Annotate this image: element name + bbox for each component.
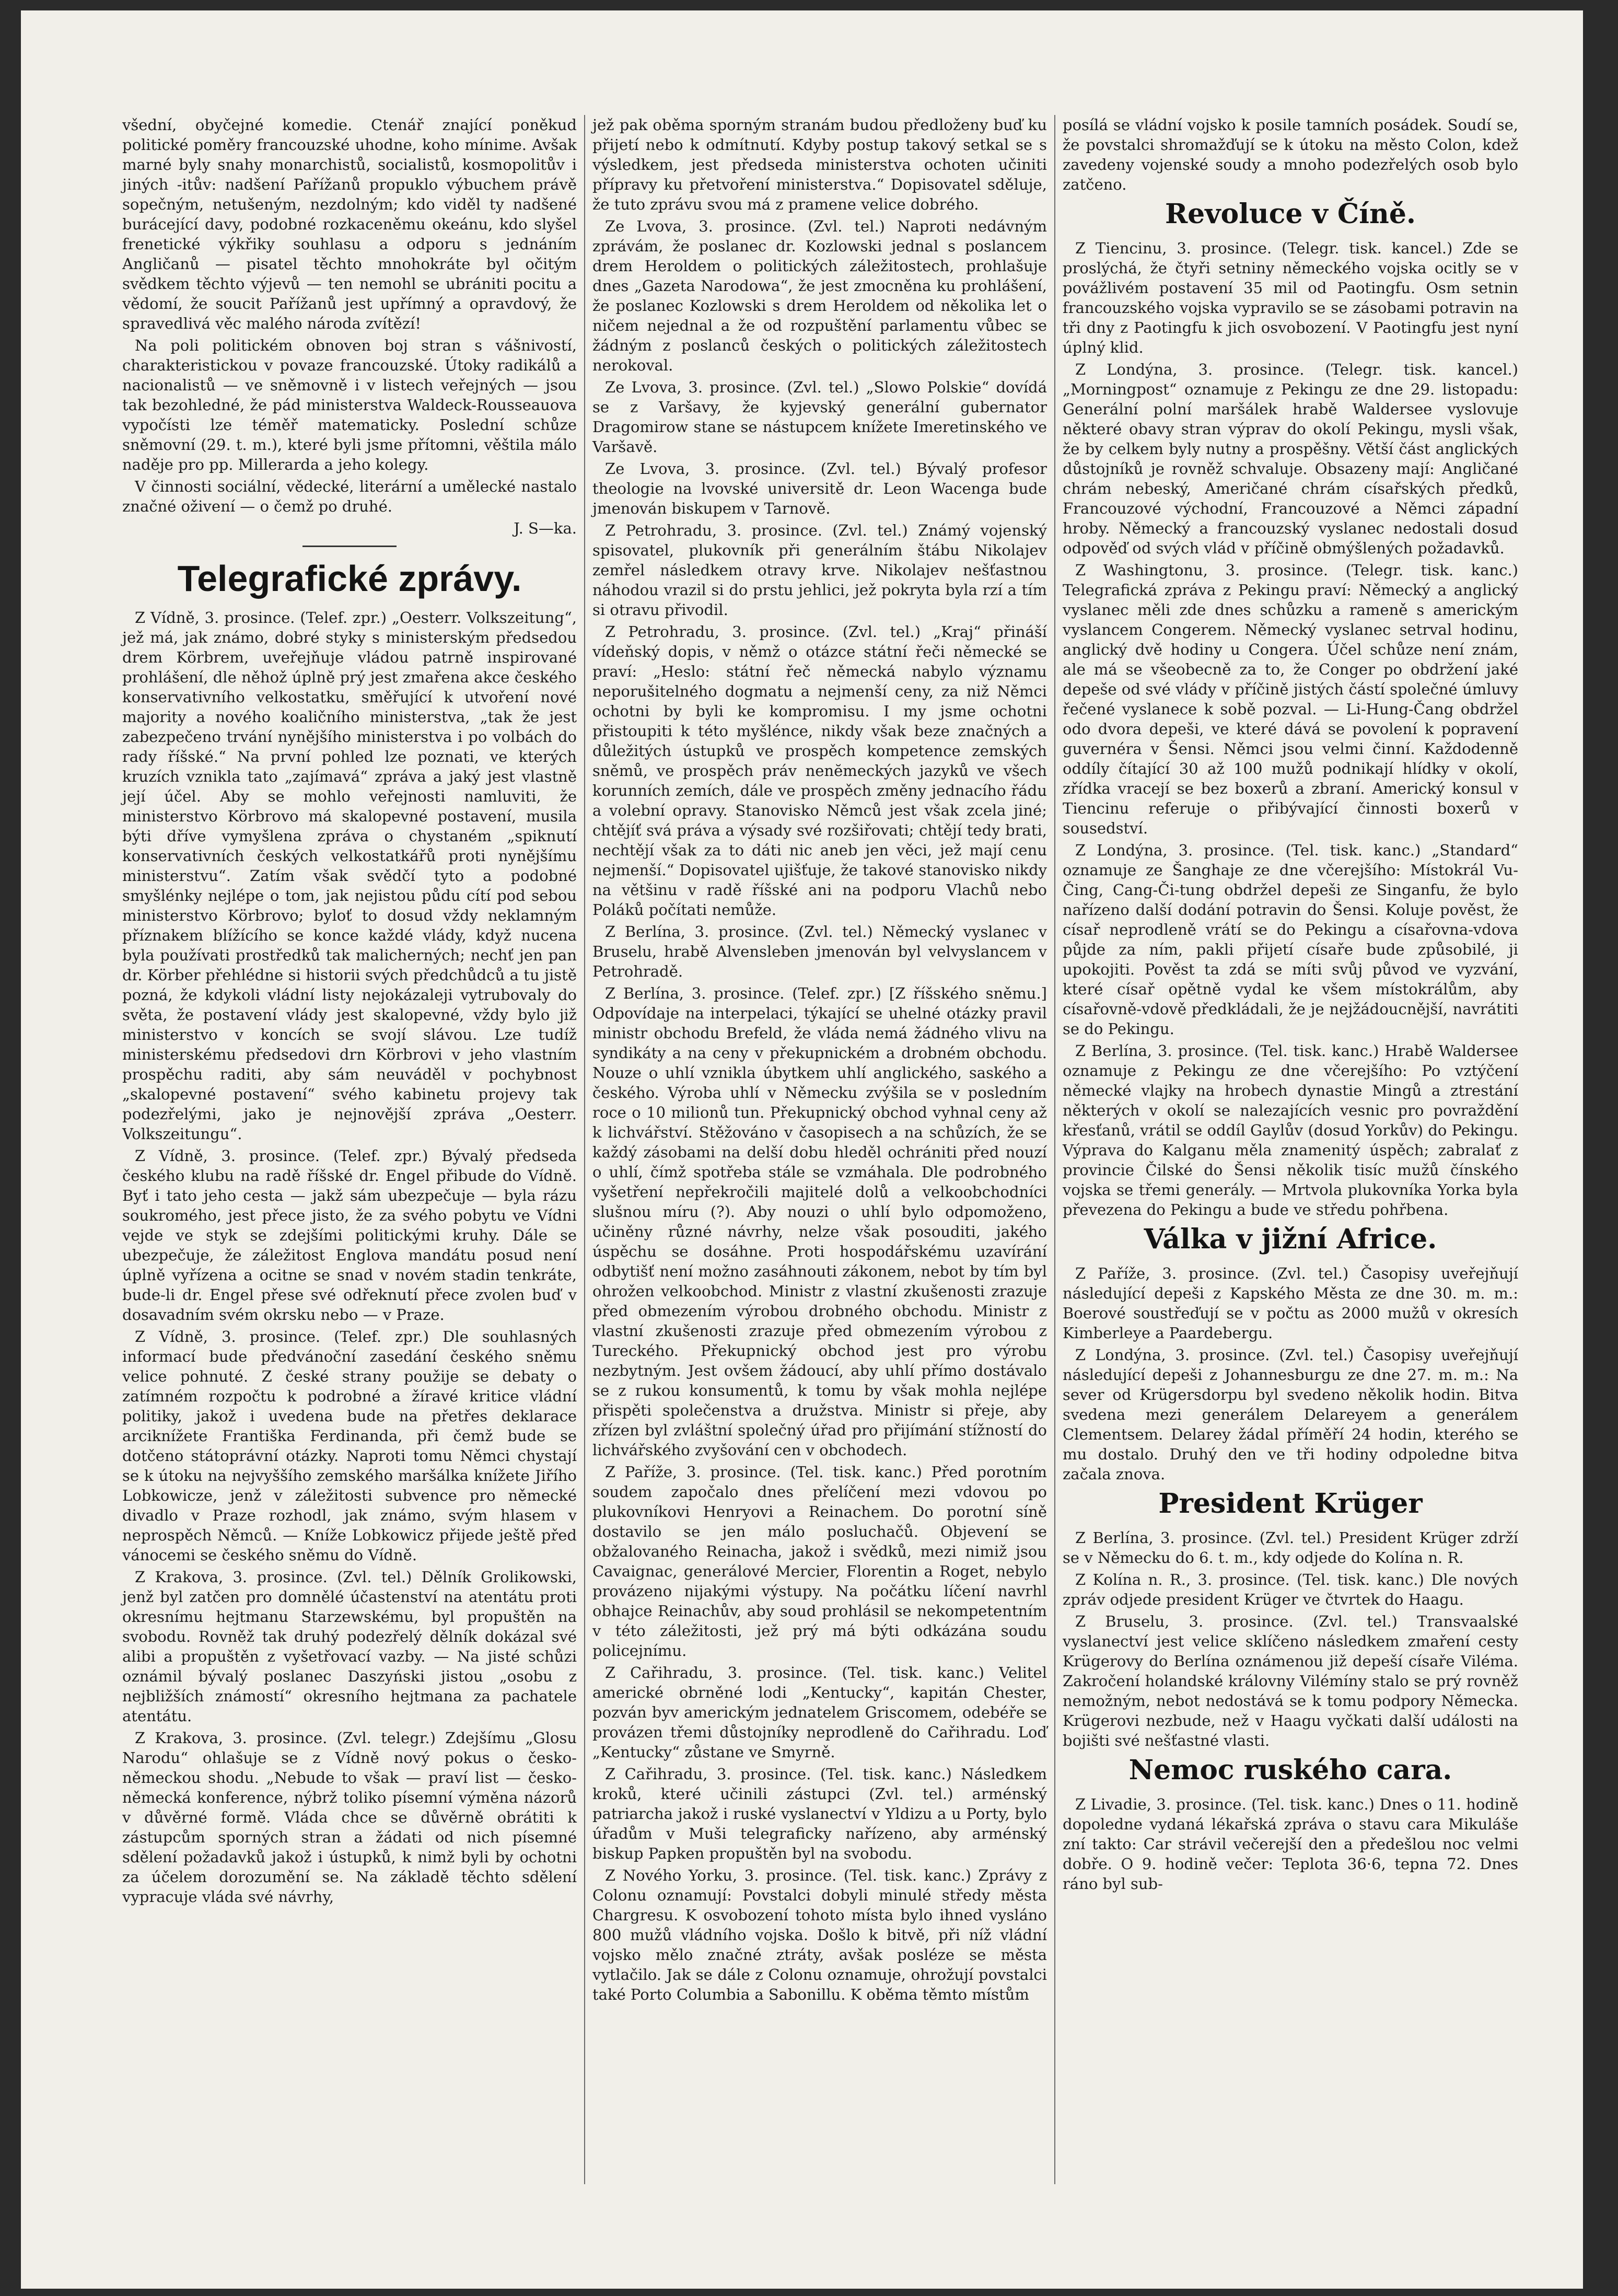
section-heading-tsar: Nemoc ruského cara. [1128, 1754, 1452, 1786]
telegram-item: Z Krakova, 3. prosince. (Zvl. tel.) Dělník Grolikowski, jenž byl zatčen pro domnělé účastenství na atentátu proti okresnímu hejtmanu Starzewskému, byl propuštěn na svobodu. Rovněž tak druhý podezřelý dělník dokázal své alibi a propuštěn z vyšetřovací vazby. — Na jisté schůzi oznámil bývalý poslanec Daszyński jistou „osobu z nejbližších známostí“ okresního hejtmana za pachatele atentátu. [122, 1568, 577, 1725]
telegram-item: jež pak oběma sporným stranám budou předloženy buď ku přijetí nebo k odmítnutí. Kdyby postup takový setkal se s výsledkem, jest předseda ministerstva ochoten učiniti přípravy ku přetvoření ministerstva.“ Dopisovatel sděluje, že tuto zprávu svou má z pramene velice dobrého. [592, 116, 1047, 213]
article-paragraph: všední, obyčejné komedie. Ctenář znající poněkud politické poměry francouzské uhodne, koho mínime. Avšak marné byly snahy monarchistů, socialistů, kosmopolitův i jiných -itův: nadšení Pařížanů propuklo výbuchem právě sopečným, netušeným, nezdolným; kdo viděl ty nadšené burácející davy, podobné rozkaceněmu okeánu, kdo slyšel frenetické výkřiky souhlasu a odporu s jednáním Angličanů — pisatel těchto mnohokráte byl očitým svědkem těchto výjevů — ten nemohl se ubrániti pocitu a vědomí, že soucit Pařížanů jest upřímný a opravdový, že spravedlivá věc malého národa zvítězí! [122, 116, 577, 332]
section-heading-china: Revoluce v Číně. [1165, 198, 1416, 230]
telegram-item: Z Cařihradu, 3. prosince. (Tel. tisk. kanc.) Následkem kroků, které učinili zástupci (Zvl. tel.) arménský patriarcha jakož i ruské vyslanectví v Yldizu a u Porty, bylo úřadům v Muši telegraficky nařízeno, aby arménský biskup Papken propuštěn byl na svobodu. [592, 1765, 1047, 1862]
article-paragraph: Na poli politickém obnoven boj stran s vášnivostí, charakteristickou v povaze francouzské. Útoky radikálů a nacionalistů — ve sněmovně i v listech veřejných — jsou tak bezohledné, že pád ministerstva Waldeck-Rousseauova vypočísti lze téměř matematicky. Poslední schůze sněmovní (29. t. m.), které byli jsme přítomni, věštila málo naděje pro pp. Millerarda a jeho kolegy. [122, 337, 577, 473]
telegram-item: Z Berlína, 3. prosince. (Zvl. tel.) President Krüger zdrží se v Německu do 6. t. m., kdy odjede do Kolína n. R. [1063, 1529, 1518, 1567]
telegram-item: Ze Lvova, 3. prosince. (Zvl. tel.) Bývalý profesor theologie na lvovské universitě dr. Leon Wacenga bude jmenován biskupem v Tarnově. [592, 460, 1047, 517]
section-heading-africa: Válka v jižní Africe. [1144, 1223, 1437, 1255]
telegram-item: Z Berlína, 3. prosince. (Zvl. tel.) Německý vyslanec v Bruselu, hrabě Alvensleben jmenován byl velvyslancem v Petrohradě. [592, 923, 1047, 980]
telegram-item: Z Tiencinu, 3. prosince. (Telegr. tisk. kancel.) Zde se proslýchá, že čtyři setniny německého vojska ocitly se v povážlivém postavení 35 mil od Paotingfu. Osm setnin francouzského vojska vypravilo se se zásobami potravin na tři dny z Paotingfu k jich osvobození. V Paotingfu jest nyní úplný klid. [1063, 239, 1518, 356]
telegram-item: posílá se vládní vojsko k posile tamních posádek. Soudí se, že povstalci shromažďují se k útoku na město Colon, kdež zavedeny vojenské soudy a mnoho podezřelých osob bylo zatčeno. [1063, 116, 1518, 193]
author-signature: J. S—ka. [514, 519, 577, 537]
telegram-item: Z Cařihradu, 3. prosince. (Tel. tisk. kanc.) Velitel americké obrněné lodi „Kentucky“, kapitán Chester, pozván byv americkým jednatelem Griscomem, odebéře se provázen třemi důstojníky neprodleně do Cařihradu. Loď „Kentucky“ zůstane ve Smyrně. [592, 1664, 1047, 1761]
newspaper-page [21, 10, 1583, 2289]
telegram-item: Z Kolína n. R., 3. prosince. (Tel. tisk. kanc.) Dle nových zpráv odjede president Krüger ve čtvrtek do Haagu. [1063, 1571, 1518, 1608]
column-middle [585, 115, 1055, 2184]
telegram-item: Z Londýna, 3. prosince. (Zvl. tel.) Časopisy uveřejňují následující depeši z Johannesburgu ze dne 27. m. m.: Na sever od Krügersdorpu byl svedeno několik hodin. Bitva svedena mezi generálem Delareyem a generálem Clementsem. Delarey žádal příměří 24 hodin, kterého se mu dostalo. Druhý den ve tři hodiny odpoledne bitva začala znova. [1063, 1346, 1518, 1483]
telegram-item: Z Washingtonu, 3. prosince. (Telegr. tisk. kanc.) Telegrafická zpráva z Pekingu praví: Německý a anglický vyslanec měli zde dnes schůzku a rameně s americkým vyslancem Congerem. Německý vyslanec setrval hodinu, anglický dvě hodiny u Congera. Účel schůze není znám, ale má se všeobecně za to, že Conger po obdržení jaké depeše od své vlády v příčině jistých částí společné úmluvy řečené vyslanece k sobě pozval. — Li-Hung-Čang obdržel odo dvora depeši, ve které dává se povolení k popravení guvernéra v Šensi. Němci jsou velmi činní. Každodenně oddíly čítající 30 až 100 mužů podnikají hlídky v okolí, zřídka vracejí se bez boxerů a zbraní. Americký konsul v Tiencinu referuje o přibývající činnosti boxerů v sousedství. [1063, 561, 1518, 837]
telegram-item: Z Paříže, 3. prosince. (Zvl. tel.) Časopisy uveřejňují následující depeši z Kapského Města ze dne 30. m. m.: Boerové soustřeďují se v počtu as 2000 mužů v okresích Kimberleye a Paardebergu. [1063, 1265, 1518, 1342]
telegram-item: Z Vídně, 3. prosince. (Telef. zpr.) Bývalý předseda českého klubu na radě říšské dr. Engel přibude do Vídně. Byť i tato jeho cesta — jakž sám ubezpečuje — byla rázu soukromého, jest přece jisto, že za svého pobytu ve Vídni vejde ve styk se zdejšími politickými kruhy. Dále se ubezpečuje, že záležitost Englova mandátu posud není úplně vyřízena a ocitne se snad v novém stadin tenkráte, bude-li dr. Engel přese své odřeknutí přece zvolen buď v dosavadním svém okrsku nebo — v Praze. [122, 1147, 577, 1324]
section-heading-kruger: President Krüger [1158, 1488, 1423, 1520]
telegram-item: Ze Lvova, 3. prosince. (Zvl. tel.) Naproti nedávným zprávám, že poslanec dr. Kozlowski jednal s poslancem drem Heroldem o politických záležitostech, prohlašuje dnes „Gazeta Narodowa“, že jest zmocněna ku prohlášení, že poslanec Kozlowski s drem Heroldem od několika let o ničem nejednal a že od rozpuštění parlamentu vůbec se žádným z poslanců českých o politických záležitostech nerokoval. [592, 217, 1047, 374]
telegram-item: Ze Lvova, 3. prosince. (Zvl. tel.) „Slowo Polskie“ dovídá se z Varšavy, že kyjevský generální gubernator Dragomirow stane se nástupcem knížete Imeretinského ve Varšavě. [592, 378, 1047, 456]
telegram-item: Z Bruselu, 3. prosince. (Zvl. tel.) Transvaalské vyslanectví jest velice sklíčeno následkem zmaření cesty Krügerovy do Berlína oznámenou již depeší císaře Viléma. Zakročení holandské královny Vilémíny stalo se prý rovněž nemožným, nebot nedostává se k tomu podpory Německa. Krügerovi nezbude, než v Haagu vyčkati další události na bojišti své nešťastné vlasti. [1063, 1613, 1518, 1749]
telegram-item: Z Berlína, 3. prosince. (Tel. tisk. kanc.) Hrabě Waldersee oznamuje z Pekingu ze dne včerejšího: Po vztýčení německé vlajky na hrobech dynastie Mingů a ztrestání některých v okolí se nalezajících vesnic pro povraždění křesťanů, vrátil se oddíl Gaylův (dosud Yorkův) do Pekingu. Výprava do Kalganu měla znamenitý úspěch; zabralať z provincie Čilské do Šensi několik tisíc mužů čínského vojska se třemi generály. — Mrtvola plukovníka Yorka byla převezena do Pekingu a bude ve středu pohřbena. [1063, 1042, 1518, 1219]
telegram-item: Z Nového Yorku, 3. prosince. (Tel. tisk. kanc.) Zprávy z Colonu oznamují: Povstalci dobyli minulé středy města Chargresu. K osvobození tohoto místa bylo ihned vysláno 800 mužů vládního vojska. Došlo k bitvě, při níž vládní vojsko mělo značné ztráty, avšak posléze se města vytlačilo. Jak se dále z Colonu oznamuje, ohrožují povstalci také Porto Columbia a Sabonillu. K oběma těmto místům [592, 1866, 1047, 2003]
telegram-item: Z Livadie, 3. prosince. (Tel. tisk. kanc.) Dnes o 11. hodině dopoledne vydaná lékařská zpráva o stavu cara Mikuláše zní takto: Car strávil večerejší den a předešlou noc velmi dobře. O 9. hodině večer: Teplotа 36·6, tepna 72. Dnes ráno byl sub- [1063, 1795, 1518, 1893]
article-paragraph: V činnosti sociální, vědecké, literární a umělecké nastalo značné oživení — o čemž po druhé. [122, 478, 577, 515]
telegram-item: Z Londýna, 3. prosince. (Telegr. tisk. kancel.) „Morningpost“ oznamuje z Pekingu ze dne 29. listopadu: Generální polní maršálek hrabě Waldersee vyslovuje některé obavy stran výprav do okolí Pekingu, mysli však, že by celkem byly nutny a prospěšny. Větší část anglických důstojníků je rovněž schvaluje. Obsazeny mají: Angličané chrám nebeský, Američané chrám císařských předků, Francouzové východní, Francouzové a Němci západní hroby. Německý a francouzský vyslanec nedostali dosud odpověď od svých vlád v příčině obmýšlených požadavků. [1063, 361, 1518, 557]
telegram-item: Z Petrohradu, 3. prosince. (Zvl. tel.) Známý vojenský spisovatel, plukovník při generálním štábu Nikolajev zemřel následkem otravy krve. Nikolajev nešťastnou náhodou vrazil si do prstu jehlici, jež pokryta byla rzí a tím si otravu přivodil. [592, 521, 1047, 619]
telegram-item: Z Berlína, 3. prosince. (Telef. zpr.) [Z říšského sněmu.] Odpovídaje na interpelaci, týkající se uhelné otázky pravil ministr obchodu Brefeld, že vláda nemá žádného vlivu na syndikáty a na ceny v překupnickém a drobném obchodu. Nouze o uhlí vznikla úbytkem uhlí anglického, saského a českého. Výroba uhlí v Německu zvýšila se v posledním roce o 10 milionů tun. Překupnický obchod vyhnal ceny až k lichvářství. Stěžováno v časopisech a na schůzích, že se každý zásobami na delší dobu hleděl ochrániti před nouzí o uhlí, čímž spotřeba stále se vzmáhala. Dle podrobného vyšetření nepřekročili majitelé dolů a velkoobchodníci slušnou míru (?). Aby nouzi o uhlí bylo odpomoženo, učiněny různé návrhy, nelze však posouditi, jakého úspěchu se dosáhne. Proti hospodářskému uzavírání odbytišť není možno zasáhnouti zákonem, nebot by tím byl ohrožen velkoobchod. Ministr z vlastní zkušenosti zrazuje před obmezením výrobou drobného obchodu. Ministr z vlastní zkušenosti zrazuje před obmezením výrobou z Tureckého. Překupnický obchod jest pro výrobu nezbytným. Jest ovšem žádoucí, aby uhlí přímo dostávalo se z rukou konsumentů, k tomu by však mohla nejlépe přispěti společenstva a družstva. Ministr si přeje, aby zřízen byl zvláštní společný úřad pro přijímání stížností do lichvářského zvyšování cen v obchodech. [592, 984, 1047, 1459]
telegram-item: Z Vídně, 3. prosince. (Telef. zpr.) Dle souhlasných informací bude předvánoční zasedání českého sněmu velice pohnuté. Z české strany použije se debaty o zatímném rozpočtu k podrobné a žíravé kritice vládní politiky, jakož i uvedena bude na přetřes deklarace arciknížete Františka Ferdinanda, při čemž bude se dotčeno státoprávní otázky. Naproti tomu Němci chystají se k útoku na nejvyššího zemského maršálka knížete Jiřího Lobkowicze, jenž v záležitosti subvence pro německé divadlo v Praze rozhodl, jak známo, svým hlasem v neprospěch Němců. — Kníže Lobkowicz přijede ještě před vánocemi se českého sněmu do Vídně. [122, 1328, 577, 1564]
three-column-layout [115, 115, 1526, 2184]
telegram-item: Z Petrohradu, 3. prosince. (Zvl. tel.) „Kraj“ přináší vídeňský dopis, v němž o otázce státní řeči německé se praví: „Heslo: státní řeč německá nabylo významu neporušitelného dogmatu a nejmenší ceny, za niž Němci ochotni by byli ke kompromisu. I my jsme ochotni přistoupiti k této myšlénce, nikdy však beze značných a důležitých ústupků ve prospěch kompetence zemských sněmů, ve prospěch práv nenĕmeckých jazyků ve všech korunních zemích, dále ve prospěch změny jednacího řádu a volební opravy. Stanovisko Němců jest však zcela jiné; chtějíť svá práva a výsady své rozšiřovati; chtějí tedy brati, nechtějí však za to dáti nic aneb jen věci, jež mají cenu nejmenší.“ Dopisovatel ujišťuje, že takové stanovisko nikdy na většinu v radě říšské ani na podporu Vlachů nebo Poláků počítati nemůže. [592, 623, 1047, 919]
telegram-item: Z Londýna, 3. prosince. (Tel. tisk. kanc.) „Standard“ oznamuje ze Šanghaje ze dne včerejšího: Místokrál Vu-Čing, Cang-Či-tung obdržel depeši ze Singanfu, že bylo nařízeno další dodání potravin do Šensi. Koluje pověst, že císař neprodleně vrátí se do Pekingu a císařovna-vdova půjde za ním, pakli přijetí císaře bude způsobilé, ji upokojiti. Pověst ta zdá se míti svůj původ ve vyzvání, které císař opětně vydal ke všem místokrálům, aby císařovně-vdově předkládali, že je nejžádoucnější, navrátiti se do Pekingu. [1063, 841, 1518, 1038]
column-right [1055, 115, 1526, 2184]
section-divider [302, 546, 397, 547]
section-heading-telegrams: Telegrafické zprávy. [177, 558, 522, 599]
telegram-item: Z Vídně, 3. prosince. (Telef. zpr.) „Oesterr. Volkszeitung“, jež má, jak známo, dobré styky s ministerským předsedou drem Körbrem, uveřejňuje vládou patrně inspirované prohlášení, dle něhož úplně prý jest zmařena akce českého konservativního velkostatku, směřující k utvoření nové majority a nového koaličního ministerstva, „tak že jest zabezpečeno trvání nynějšího ministerstva i po volbách do rady říšské.“ Na první pohled lze poznati, ve kterých kruzích vznikla tato „zajímavá“ zpráva a jaký jest vlastně její účel. Aby se mohlo veřejnosti namluviti, že ministerstvo Körbrovo má skalopevné postavení, musila býti dříve vymyšlena zpráva o chystaném „spiknutí konservativních českých velkostatkářů proti nynějšímu ministerstvu“. Zatím však svědčí tyto a podobné smyšlénky nejlépe o tom, jak nejistou půdu cítí pod sebou ministerstvo Körbrovo; byloť to dosud vždy neklamným příznakem blížícího se konce každé vlády, když nucena byla používati prostředků tak malicherných; nechť jen pan dr. Körber přehlédne si historii svých předchůdců a tu jistě pozná, že kdykoli vládní listy nejokázaleji vytrubovaly do světa, že postavení vlády jest skalopevné, vždy bylo již ministerstvo v koncích se svojí slávou. Lze tudíž ministerskému předsedovi drn Körbrovi v jeho vlastním prospěchu raditi, aby sám neuváděl v pochybnost „skalopevné postavení“ svého kabinetu projevy tak podezřelými, jako je nejnovější zpráva „Oesterr. Volkszeitungu“. [122, 609, 577, 1143]
telegram-item: Z Paříže, 3. prosince. (Tel. tisk. kanc.) Před porotním soudem započalo dnes přelíčení mezi vdovou po plukovníkovi Henryovi a Reinachem. Do porotní síně dostavilo se jen málo posluchačů. Objevení se obžalovaného Reinacha, jakož i svědků, mezi nimiž jsou Cavaignac, generálové Mercier, Florentin a Roget, nebylo provázeno nijakými výstupy. Na počátku líčení navrhl obhajce Reinachův, aby soud prohlásil se nekompetentním v této záležitosti, jež prý má býti odkázána soudu policejnímu. [592, 1463, 1047, 1660]
telegram-item: Z Krakova, 3. prosince. (Zvl. telegr.) Zdejšímu „Glosu Narodu“ ohlašuje se z Vídně nový pokus o česko-německou shodu. „Nebude to však — praví list — česko-německá konference, nýbrž toliko písemní výměna názorů v důvěrné formě. Vláda chce se důvěrně obrátiti k zástupcům sporných stran a žádati od nich písemné sdělení požadavků jakož i ústupků, k nimž byli by ochotni za účelem dorozumění se. Na základě těchto sdělení vypracuje vláda své návrhy, [122, 1729, 577, 1906]
column-left [115, 115, 585, 2184]
